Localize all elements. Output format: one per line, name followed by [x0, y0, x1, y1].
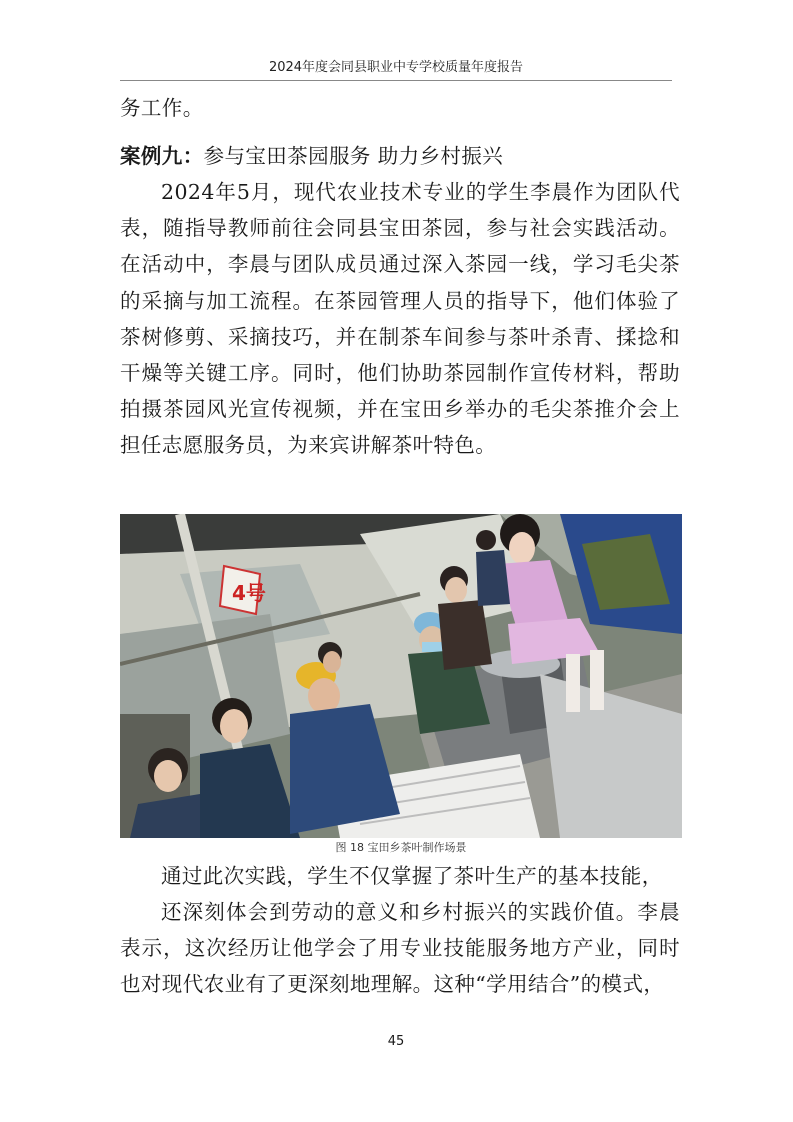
figure-caption: 图 18 宝田乡茶叶制作场景 [335, 841, 467, 854]
case-title: 参与宝田茶园服务 助力乡村振兴 [203, 144, 504, 168]
body-paragraph-2: 通过此次实践，学生不仅掌握了茶叶生产的基本技能， [161, 864, 663, 888]
body-paragraph-1: 2024年5月，现代农业技术专业的学生李晨作为团队代表，随指导教师前往会同县宝田茶园，参与社会实践活动。在活动中，李晨与团队成员通过深入茶园一线，学习毛尖茶的采摘与加工流程。在茶园管理人员的指导下，他们体验了茶树修剪、采摘技巧，并在制茶车间参与茶叶杀青、揉捻和干燥等关键工序。同时，他们协助茶园制作宣传材料，帮助拍摄茶园风光宣传视频，并在宝田乡举办的毛尖茶推介会上担任志愿服务员，为来宾讲解茶叶特色。 [120, 180, 680, 458]
continued-text: 务工作。 [120, 96, 204, 120]
sign-text: 4号 [232, 581, 266, 605]
tea-production-photo [120, 514, 682, 838]
page-number: 45 [387, 1034, 405, 1049]
header-divider [120, 80, 672, 81]
case-label: 案例九： [120, 144, 204, 168]
body-paragraph-3: 还深刻体会到劳动的意义和乡村振兴的实践价值。李晨表示，这次经历让他学会了用专业技能服务地方产业，同时也对现代农业有了更深刻地理解。这种“学用结合”的模式， [120, 900, 680, 997]
case-heading [120, 138, 680, 174]
running-header: 2024年度会同县职业中专学校质量年度报告 [268, 60, 524, 75]
